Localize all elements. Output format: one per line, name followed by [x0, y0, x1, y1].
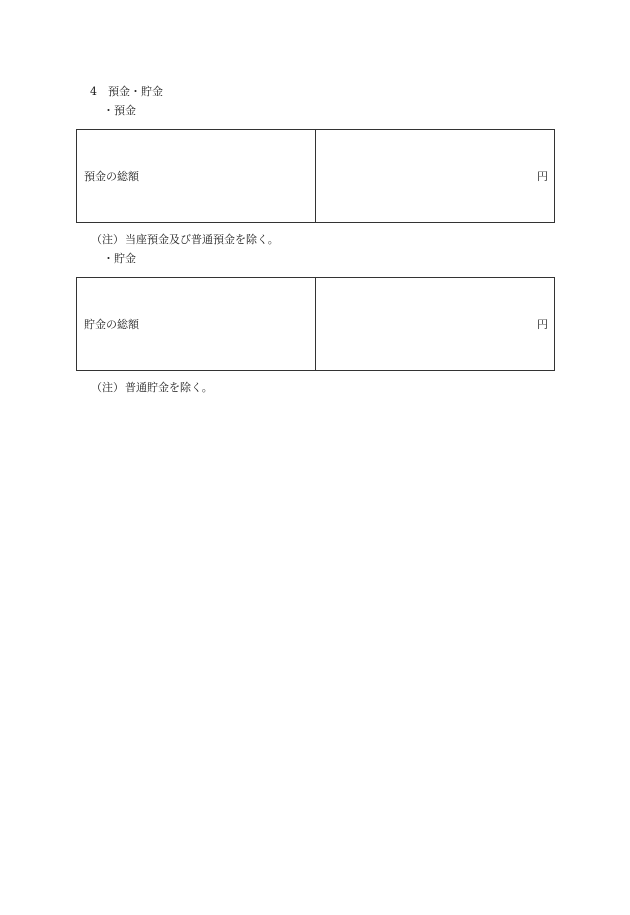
section-heading — [90, 85, 163, 99]
section-number: 4 — [90, 85, 97, 98]
section-title: 預金・貯金 — [108, 85, 163, 98]
deposit-total-label-cell — [77, 130, 316, 222]
deposit-note-mark: （注） — [91, 233, 124, 246]
savings-total-label: 貯金の総額 — [84, 318, 139, 331]
savings-total-label-cell — [77, 278, 316, 370]
deposit-total-table — [76, 129, 555, 223]
savings-total-unit: 円 — [537, 318, 548, 331]
deposit-subheading: ・預金 — [103, 104, 136, 117]
savings-subheading: ・貯金 — [103, 252, 136, 265]
deposit-note-text: 当座預金及び普通預金を除く。 — [125, 233, 279, 246]
savings-total-value-cell[interactable] — [316, 278, 554, 370]
deposit-total-unit: 円 — [537, 170, 548, 183]
deposit-total-value-cell[interactable] — [316, 130, 554, 222]
deposit-note — [91, 233, 279, 247]
savings-total-table — [76, 277, 555, 371]
savings-note-mark: （注） — [91, 381, 124, 394]
deposit-total-label: 預金の総額 — [84, 170, 139, 183]
savings-note — [91, 381, 213, 395]
savings-note-text: 普通貯金を除く。 — [125, 381, 213, 394]
